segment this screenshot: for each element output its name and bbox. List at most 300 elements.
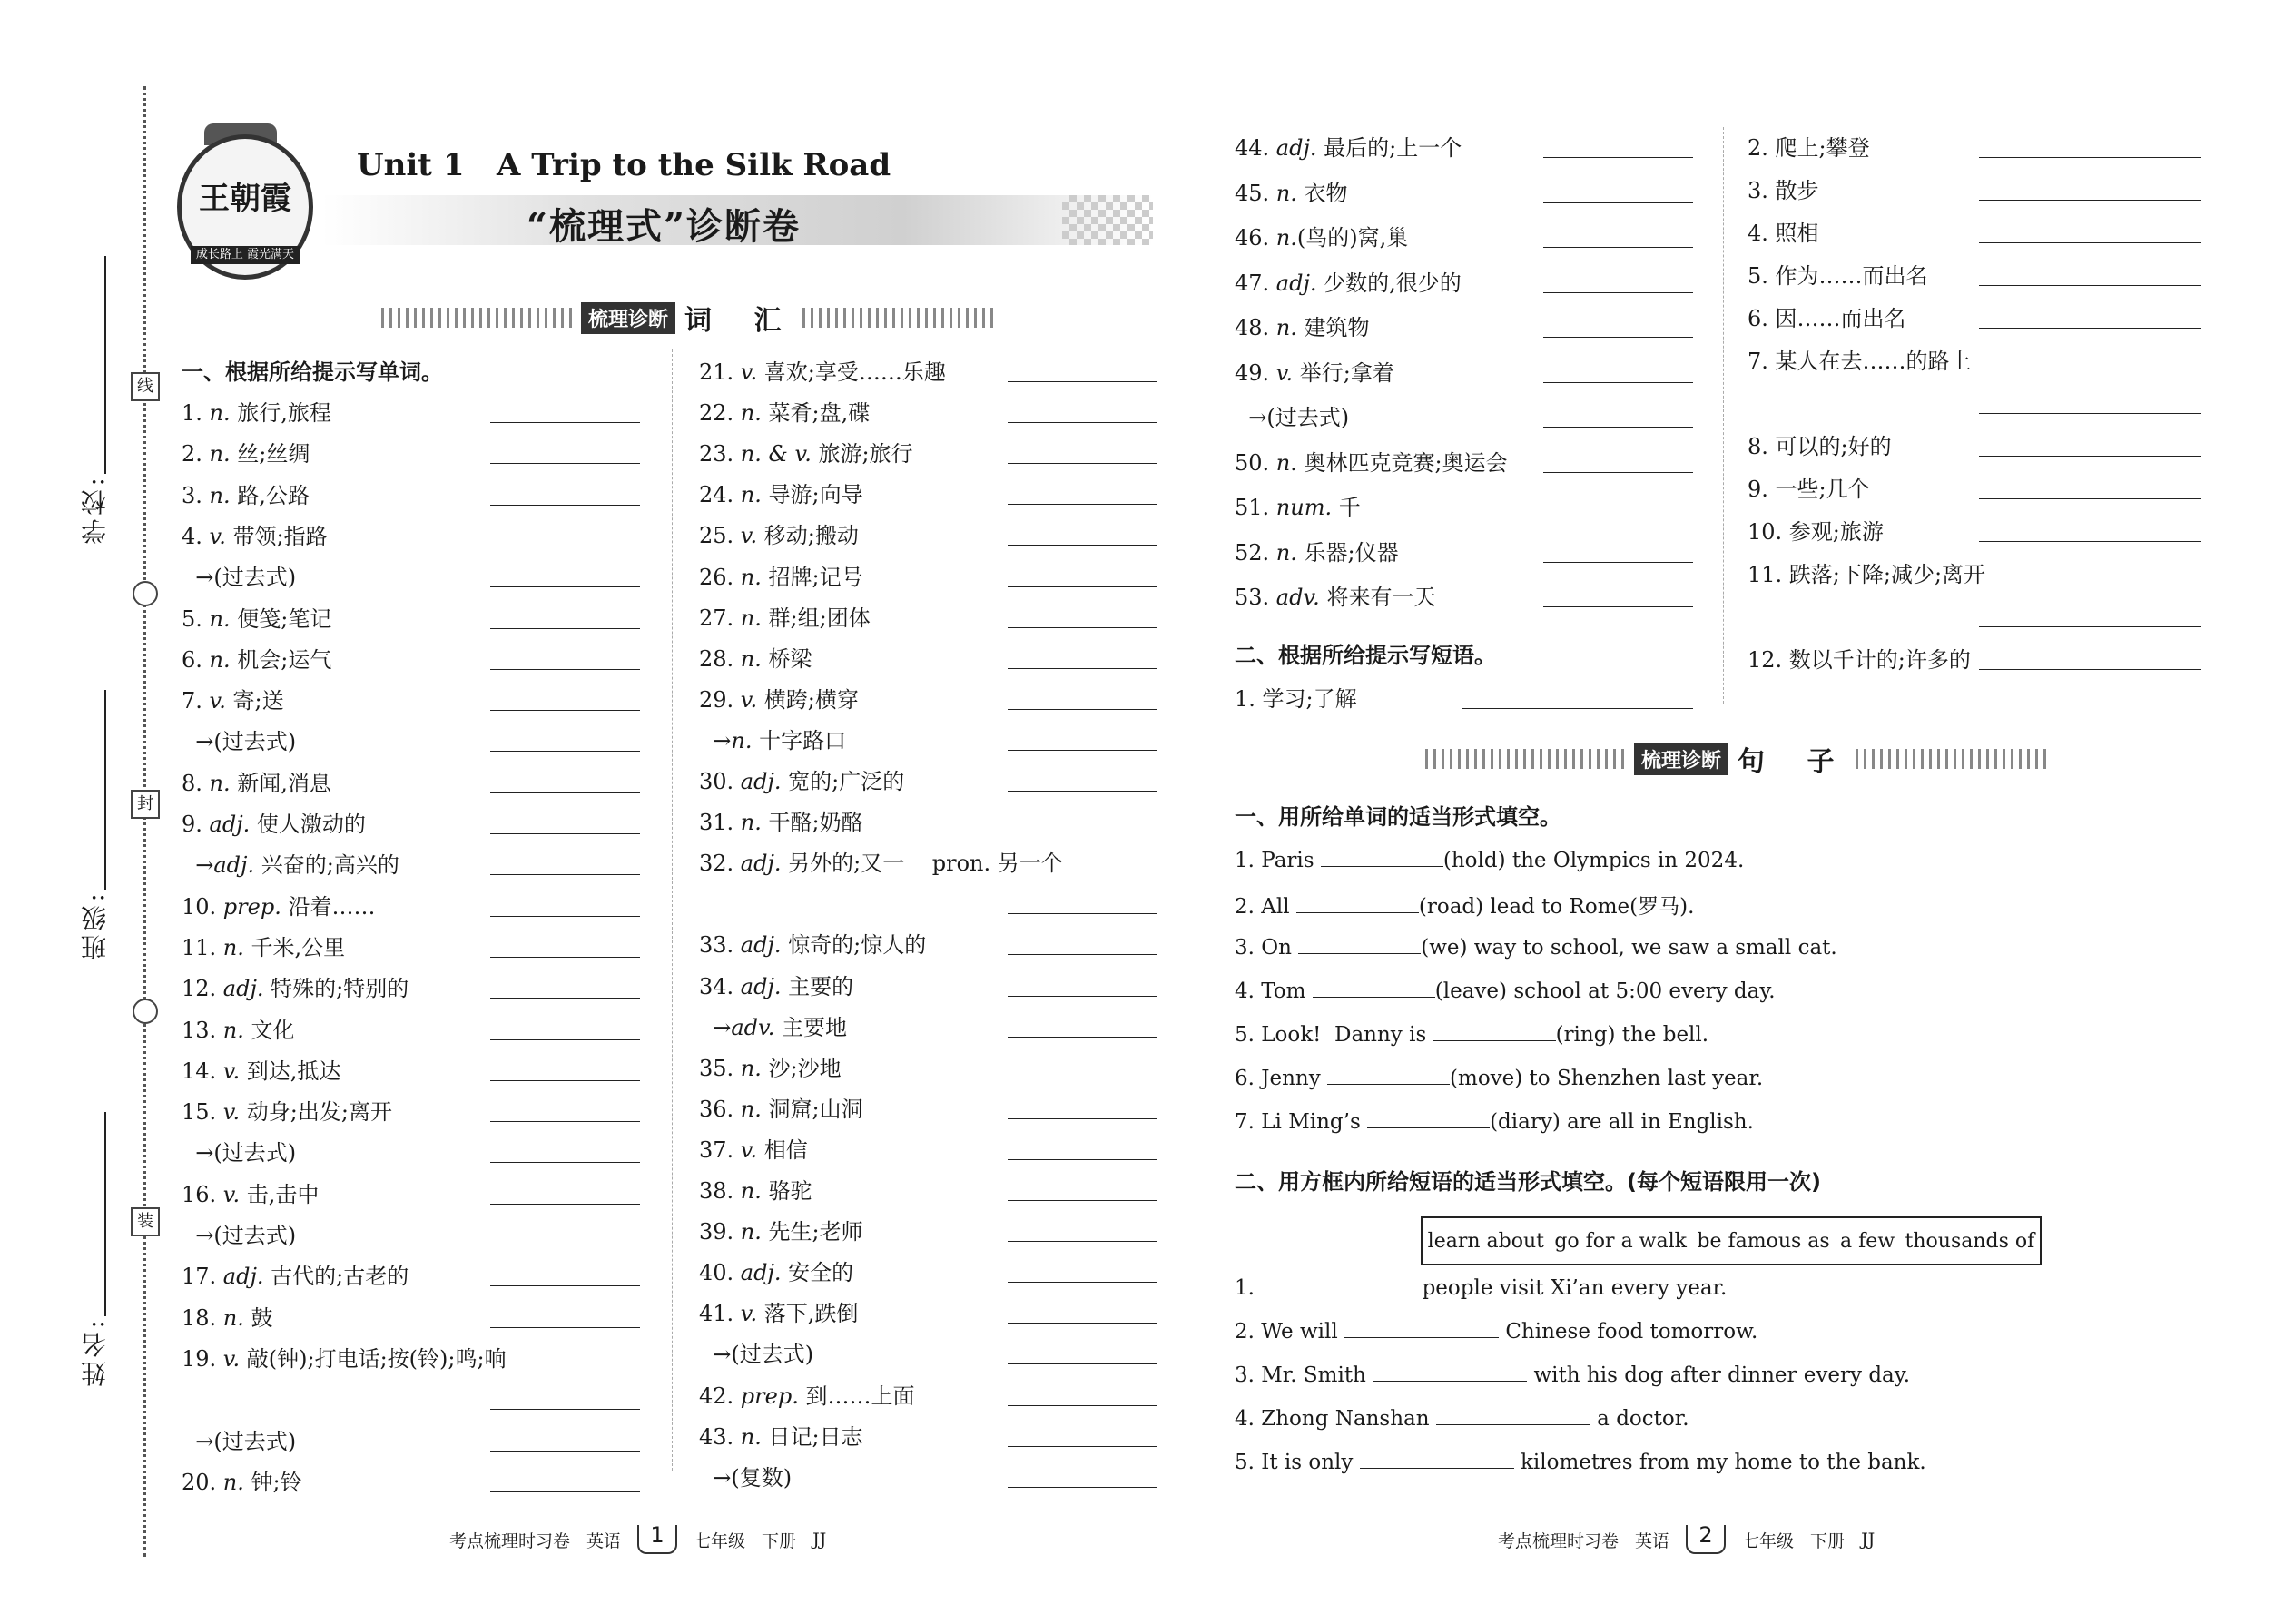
sentence-item	[1235, 1404, 1689, 1431]
answer-blank[interactable]	[1367, 1107, 1490, 1128]
item-meaning: 日记;日志	[761, 1423, 863, 1450]
phrase-item: 4. 照相	[1748, 221, 1819, 246]
page-number: 1	[637, 1525, 677, 1554]
item-meaning: 主要的	[781, 973, 854, 999]
vocab-item	[699, 1460, 792, 1491]
item-meaning: 奥林匹克竞赛;奥运会	[1296, 449, 1508, 476]
answer-blank[interactable]	[1360, 1448, 1514, 1469]
answer-blank[interactable]	[490, 1285, 640, 1286]
phrase-box	[1421, 1216, 2042, 1265]
item-meaning: (过去式)	[1266, 405, 1350, 430]
vocab-item	[182, 1094, 392, 1126]
item-number: →	[699, 1464, 732, 1491]
answer-blank[interactable]	[1008, 1159, 1157, 1160]
phrase-item: 11. 跌落;下降;减少;离开	[1748, 562, 1986, 587]
sentence-end: (road) lead to Rome(罗马).	[1418, 895, 1695, 919]
item-number: 9.	[182, 812, 210, 837]
vocab-item	[182, 1176, 319, 1208]
answer-blank[interactable]	[490, 710, 640, 711]
item-meaning: (鸟的)窝,巢	[1296, 225, 1409, 251]
item-meaning: 动身;出发;离开	[240, 1099, 392, 1126]
answer-blank[interactable]	[490, 1162, 640, 1163]
item-meaning: 群;组;团体	[761, 605, 871, 631]
vocab-item	[1235, 265, 1462, 297]
part-of-speech: v.	[222, 1058, 241, 1084]
answer-blank[interactable]	[1344, 1317, 1499, 1338]
answer-blank[interactable]	[1979, 541, 2201, 542]
answer-blank[interactable]	[1008, 954, 1157, 955]
vocab-item	[699, 1295, 858, 1327]
item-number: →	[699, 1014, 732, 1040]
phrase-option: thousands of	[1905, 1229, 2035, 1253]
answer-blank[interactable]	[490, 751, 640, 752]
answer-blank[interactable]	[1543, 427, 1693, 428]
sentence-start: 7. Li Ming’s	[1235, 1110, 1368, 1134]
footer-grade: 七年级	[694, 1530, 746, 1551]
answer-blank[interactable]	[1296, 892, 1419, 913]
item-meaning: 沙;沙地	[761, 1055, 842, 1081]
part-of-speech: adj.	[740, 1260, 782, 1286]
vocab-item	[699, 641, 812, 673]
sentence-end: (we) way to school, we saw a small cat.	[1421, 936, 1837, 960]
binding-dotted-line	[143, 86, 146, 1557]
answer-blank[interactable]	[1543, 157, 1693, 158]
answer-blank[interactable]	[490, 1491, 640, 1492]
sentence-start: 4. Zhong Nanshan	[1235, 1407, 1436, 1431]
part-of-speech: n.	[222, 1304, 244, 1331]
answer-blank[interactable]	[1008, 381, 1157, 382]
answer-blank[interactable]	[1979, 669, 2201, 670]
vocab-item	[182, 1464, 302, 1496]
item-meaning: 横跨;横穿	[757, 686, 859, 713]
item-number: 31.	[699, 810, 741, 836]
vocab-item	[699, 395, 870, 427]
answer-blank[interactable]	[1462, 708, 1693, 709]
binding-circle-icon	[133, 999, 158, 1024]
item-meaning: 寄;送	[225, 688, 284, 714]
item-number: →	[182, 1223, 214, 1248]
item-number: 39.	[699, 1219, 741, 1245]
item-number: →	[182, 565, 214, 591]
part-of-speech: v.	[1275, 359, 1294, 386]
main-title: “梳理式”诊断卷	[527, 205, 802, 248]
answer-blank[interactable]	[1008, 545, 1157, 546]
answer-blank[interactable]	[1008, 913, 1157, 914]
item-number: 13.	[182, 1017, 223, 1043]
answer-blank[interactable]	[490, 1080, 640, 1081]
sentence-item	[1235, 1361, 1910, 1387]
vocab-item	[182, 1135, 296, 1166]
answer-blank[interactable]	[1008, 709, 1157, 710]
answer-blank[interactable]	[1979, 200, 2201, 201]
answer-blank[interactable]	[1327, 1064, 1450, 1085]
answer-blank[interactable]	[490, 833, 640, 834]
answer-blank[interactable]	[1313, 977, 1435, 998]
answer-blank[interactable]	[1543, 202, 1693, 203]
answer-blank[interactable]	[490, 957, 640, 958]
item-meaning: 主要地	[774, 1014, 848, 1040]
item-meaning: 乐器;仪器	[1296, 539, 1399, 566]
item-meaning: 旅游;旅行	[811, 441, 913, 468]
sentence-item	[1235, 1064, 1763, 1090]
answer-blank[interactable]	[1979, 498, 2201, 499]
part-of-speech: adj.	[1275, 270, 1317, 296]
part-of-speech: adv.	[1275, 585, 1320, 610]
item-number: 24.	[699, 482, 741, 508]
name-write-line	[104, 1112, 106, 1316]
part-of-speech: n.	[222, 1017, 244, 1043]
part-of-speech: n.	[209, 605, 231, 632]
vocab-item	[182, 723, 296, 755]
item-number: 38.	[699, 1178, 741, 1204]
item-number: 18.	[182, 1304, 223, 1331]
item-meaning: 带领;指路	[225, 523, 328, 549]
answer-blank[interactable]	[1979, 626, 2201, 627]
item-meaning: 干酪;奶酪	[761, 810, 863, 836]
part-of-speech: n.	[222, 934, 244, 960]
vocab-item	[699, 1336, 813, 1368]
item-meaning: 到……上面	[798, 1383, 915, 1409]
sentence-end: (move) to Shenzhen last year.	[1450, 1067, 1764, 1090]
item-number: 27.	[699, 605, 741, 631]
answer-blank[interactable]	[1008, 463, 1157, 464]
part-of-speech: adj.	[740, 973, 782, 999]
answer-blank[interactable]	[1008, 422, 1157, 423]
answer-blank[interactable]	[1008, 1363, 1157, 1364]
item-number: 26.	[699, 564, 741, 590]
item-number: 42.	[699, 1383, 741, 1409]
item-meaning: 洞窟;山洞	[761, 1096, 863, 1122]
phrase-item: 3. 散步	[1748, 178, 1819, 203]
item-number: 29.	[699, 686, 741, 713]
item-meaning: 桥梁	[761, 645, 812, 672]
phrase-option: learn about	[1427, 1229, 1544, 1253]
vocab-item	[182, 970, 409, 1002]
vocab-item	[182, 683, 284, 714]
item-number: 47.	[1235, 270, 1276, 296]
item-number: →	[699, 727, 732, 753]
item-number: 3.	[182, 482, 210, 508]
answer-blank[interactable]	[1008, 668, 1157, 669]
answer-blank[interactable]	[490, 1204, 640, 1205]
sentence-start: 1. Paris	[1235, 849, 1321, 872]
item-number: 14.	[182, 1058, 223, 1084]
part-of-speech: n.	[740, 482, 762, 508]
answer-blank[interactable]	[490, 1327, 640, 1328]
item-meaning: 少数的,很少的	[1316, 270, 1462, 296]
item-meaning: 最后的;上一个	[1316, 135, 1462, 161]
vocab-item	[182, 1217, 296, 1249]
section-tag: 梳理诊断	[581, 302, 675, 334]
item-meaning: 先生;老师	[761, 1219, 863, 1245]
answer-blank[interactable]	[1008, 791, 1157, 792]
part-of-speech: n.	[740, 645, 762, 672]
answer-blank[interactable]	[1008, 586, 1157, 587]
vocab-item	[182, 1341, 507, 1373]
part-of-speech: adj.	[222, 1264, 264, 1290]
answer-blank[interactable]	[1008, 996, 1157, 997]
answer-blank[interactable]	[490, 1039, 640, 1040]
answer-blank[interactable]	[1008, 1118, 1157, 1119]
class-write-line	[104, 690, 106, 890]
item-meaning: 移动;搬动	[757, 523, 859, 549]
answer-blank[interactable]	[1008, 1446, 1157, 1447]
answer-blank[interactable]	[1979, 157, 2201, 158]
section-tag: 梳理诊断	[1634, 743, 1728, 775]
item-number: 48.	[1235, 315, 1276, 340]
phrase-q2-heading: 二、根据所给提示写短语。	[1235, 643, 1496, 668]
vocab-item	[699, 1214, 863, 1245]
vocab-item	[182, 806, 366, 838]
vocab-item	[699, 969, 853, 1000]
sentence-item	[1235, 1107, 1754, 1134]
vocab-item	[699, 682, 859, 714]
answer-blank[interactable]	[1979, 242, 2201, 243]
answer-blank[interactable]	[490, 874, 640, 875]
part-of-speech: n.	[731, 727, 753, 753]
part-of-speech: n.	[209, 646, 231, 673]
part-of-speech: n.	[1275, 180, 1297, 206]
answer-blank[interactable]	[1543, 472, 1693, 473]
phrase-item: 1. 学习;了解	[1235, 686, 1357, 712]
answer-blank[interactable]	[1008, 1323, 1157, 1324]
answer-blank[interactable]	[1373, 1361, 1527, 1382]
answer-blank[interactable]	[490, 422, 640, 423]
part-of-speech: n.	[1275, 539, 1297, 566]
sentence-end: (diary) are all in English.	[1490, 1110, 1754, 1134]
item-meaning: 丝;丝绸	[230, 441, 310, 468]
part-of-speech: v.	[740, 1137, 758, 1163]
answer-blank[interactable]	[490, 998, 640, 999]
answer-blank[interactable]	[1008, 1241, 1157, 1242]
column-divider	[672, 349, 673, 1471]
sentence-item	[1235, 977, 1776, 1003]
vocab-item	[699, 354, 946, 386]
vocab-item	[699, 559, 863, 591]
vocab-item	[182, 765, 331, 797]
part-of-speech: prep.	[222, 893, 281, 920]
sentence-q2-heading: 二、用方框内所给短语的适当形式填空。(每个短语限用一次)	[1235, 1169, 1821, 1195]
item-number: 46.	[1235, 225, 1276, 251]
part-of-speech: n.	[740, 1178, 762, 1204]
sentence-item	[1235, 1274, 1727, 1300]
tick-decoration	[802, 308, 993, 328]
item-number: 41.	[699, 1301, 741, 1327]
part-of-speech: v.	[209, 523, 226, 549]
brand-logo	[177, 134, 313, 280]
vocab-item	[699, 1255, 853, 1286]
item-number: 19.	[182, 1345, 223, 1372]
item-number: 2.	[182, 441, 210, 468]
answer-blank[interactable]	[1321, 846, 1443, 867]
sentence-start: 3. Mr. Smith	[1235, 1363, 1373, 1387]
item-meaning: 便笺;笔记	[230, 605, 332, 632]
answer-blank[interactable]	[1543, 606, 1693, 607]
item-meaning: 击,击中	[240, 1181, 320, 1207]
answer-blank[interactable]	[1543, 562, 1693, 563]
vocab-item	[182, 477, 310, 509]
answer-blank[interactable]	[1008, 627, 1157, 628]
vocab-item	[1235, 220, 1408, 251]
answer-blank[interactable]	[490, 586, 640, 587]
answer-blank[interactable]	[1433, 1020, 1556, 1041]
answer-blank[interactable]	[490, 1121, 640, 1122]
sentence-start: 3. On	[1235, 936, 1299, 960]
item-meaning: 特殊的;特别的	[263, 976, 409, 1002]
item-meaning: (过去式)	[213, 565, 297, 591]
vocab-item	[699, 763, 904, 795]
answer-blank[interactable]	[490, 1451, 640, 1452]
part-of-speech: n.	[1275, 449, 1297, 476]
part-of-speech: num.	[1275, 495, 1333, 520]
vocab-item	[699, 1009, 847, 1041]
vocab-item	[182, 847, 399, 879]
vocab-item	[1235, 399, 1349, 431]
part-of-speech: n.	[209, 441, 231, 468]
item-meaning: 古代的;古老的	[263, 1264, 409, 1290]
item-number: 35.	[699, 1055, 741, 1081]
footer-edition: JJ	[812, 1530, 827, 1550]
item-number: 16.	[182, 1181, 223, 1207]
item-meaning: 千	[1332, 495, 1361, 520]
sentence-item	[1235, 1020, 1708, 1047]
answer-blank[interactable]	[1261, 1274, 1415, 1294]
tick-decoration	[1425, 749, 1625, 769]
item-number: 30.	[699, 769, 741, 794]
item-number: 20.	[182, 1469, 223, 1495]
answer-blank[interactable]	[1979, 413, 2201, 414]
sentence-item	[1235, 1448, 1926, 1474]
vocab-item	[182, 436, 310, 468]
answer-blank[interactable]	[1979, 456, 2201, 457]
answer-blank[interactable]	[1543, 247, 1693, 248]
answer-blank[interactable]	[1298, 933, 1421, 954]
part-of-speech: adj.	[209, 812, 251, 837]
vocab-item	[699, 600, 871, 632]
answer-blank[interactable]	[490, 463, 640, 464]
answer-blank[interactable]	[1008, 1405, 1157, 1406]
binding-mark-line: 线	[131, 372, 160, 401]
item-number: 52.	[1235, 539, 1276, 566]
sentence-end: Chinese food tomorrow.	[1499, 1320, 1758, 1343]
answer-blank[interactable]	[1008, 750, 1157, 751]
item-number: 49.	[1235, 359, 1276, 386]
unit-title: Unit 1 A Trip to the Silk Road	[357, 147, 891, 183]
item-number: →	[699, 1342, 732, 1368]
item-meaning: 建筑物	[1296, 315, 1370, 340]
footer-grade: 七年级	[1742, 1530, 1795, 1551]
answer-blank[interactable]	[490, 628, 640, 629]
part-of-speech: adj.	[740, 851, 782, 877]
item-number: 6.	[182, 646, 210, 673]
vocab-item	[1235, 355, 1394, 387]
item-number: 10.	[182, 893, 223, 920]
vocab-item	[182, 1258, 409, 1290]
vocab-item	[699, 927, 926, 959]
phrase-option: go for a walk	[1554, 1229, 1687, 1253]
binding-mark-seal: 封	[131, 790, 160, 819]
sentence-end: (leave) school at 5:00 every day.	[1434, 979, 1776, 1003]
item-number: →	[182, 1428, 214, 1454]
vocab-item	[182, 518, 328, 550]
sentence-end: a doctor.	[1590, 1407, 1689, 1431]
answer-blank[interactable]	[1008, 1487, 1157, 1488]
phrase-option: be famous as	[1697, 1229, 1830, 1253]
answer-blank[interactable]	[1979, 285, 2201, 286]
item-meaning: 骆驼	[761, 1178, 812, 1204]
part-of-speech: n.	[209, 770, 231, 796]
answer-blank[interactable]	[1543, 337, 1693, 338]
sentence-item	[1235, 933, 1837, 960]
sentence-start: 6. Jenny	[1235, 1067, 1328, 1090]
school-write-line	[104, 256, 106, 474]
item-number: 53.	[1235, 585, 1276, 610]
answer-blank[interactable]	[490, 505, 640, 506]
vocab-item	[182, 1423, 296, 1455]
answer-blank[interactable]	[1008, 1200, 1157, 1201]
item-number: 32.	[699, 851, 741, 877]
vocab-item	[699, 477, 863, 508]
answer-blank[interactable]	[1008, 504, 1157, 505]
answer-blank[interactable]	[490, 792, 640, 793]
sentence-start: 2. All	[1235, 895, 1296, 919]
answer-blank[interactable]	[490, 1409, 640, 1410]
vocab-item	[1235, 310, 1370, 341]
item-meaning: 另外的;又一 pron. 另一个	[781, 851, 1063, 877]
part-of-speech: n.	[740, 400, 762, 427]
footer-edition: JJ	[1861, 1530, 1876, 1550]
part-of-speech: v.	[740, 1301, 758, 1327]
answer-blank[interactable]	[1543, 292, 1693, 293]
answer-blank[interactable]	[490, 916, 640, 917]
item-number: 36.	[699, 1096, 741, 1122]
vocab-item	[699, 1132, 808, 1164]
item-meaning: 文化	[243, 1017, 295, 1043]
vocab-item	[182, 1053, 340, 1085]
answer-blank[interactable]	[1008, 1282, 1157, 1283]
item-number: 28.	[699, 645, 741, 672]
sentence-start: 4. Tom	[1235, 979, 1313, 1003]
footer-term: 下册	[1810, 1530, 1846, 1551]
answer-blank[interactable]	[490, 669, 640, 670]
item-meaning: 沿着……	[281, 893, 376, 920]
item-meaning: 惊奇的;惊人的	[781, 932, 927, 959]
item-meaning: 敲(钟);打电话;按(铃);鸣;响	[240, 1345, 507, 1372]
item-number: 45.	[1235, 180, 1276, 206]
answer-blank[interactable]	[1436, 1404, 1590, 1425]
item-number: 40.	[699, 1260, 741, 1286]
section-title: 句 子	[1738, 746, 1851, 778]
item-meaning: 使人激动的	[250, 812, 366, 837]
answer-blank[interactable]	[1979, 328, 2201, 329]
item-number: →	[182, 852, 214, 879]
answer-blank[interactable]	[1543, 382, 1693, 383]
part-of-speech: n.	[209, 482, 231, 508]
answer-blank[interactable]	[1008, 1037, 1157, 1038]
sentence-start: 1.	[1235, 1276, 1262, 1300]
sentence-end: with his dog after dinner every day.	[1527, 1363, 1911, 1387]
item-number: 22.	[699, 400, 741, 427]
part-of-speech: n.	[740, 1055, 762, 1081]
phrase-option: a few	[1840, 1229, 1895, 1253]
item-meaning: (过去式)	[213, 1140, 297, 1166]
phrase-item: 2. 爬上;攀登	[1748, 135, 1870, 161]
item-meaning: 新闻,消息	[230, 770, 331, 796]
part-of-speech: n.	[740, 1096, 762, 1122]
part-of-speech: v.	[740, 359, 758, 385]
vocab-item	[699, 1173, 812, 1205]
item-number: 33.	[699, 932, 741, 959]
